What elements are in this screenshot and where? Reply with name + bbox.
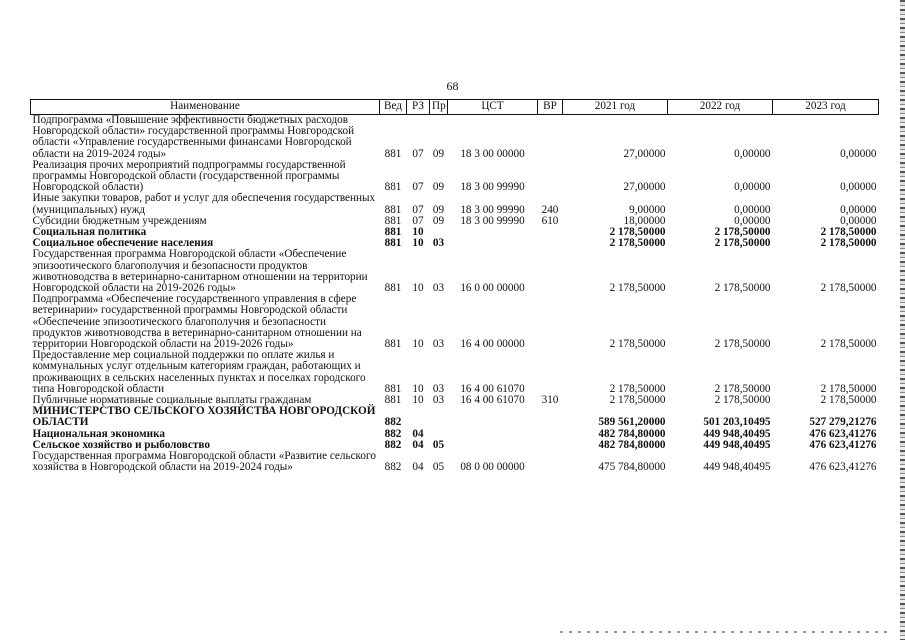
row-pr <box>430 406 448 428</box>
table-row <box>31 451 879 473</box>
row-2022: 2 178,50000 <box>714 394 771 407</box>
row-ved: 882 <box>384 438 402 451</box>
row-name: Национальная экономика <box>32 427 165 440</box>
row-2022: 2 178,50000 <box>714 338 771 351</box>
row-pr: 03 <box>432 338 445 351</box>
row-vr: 310 <box>541 394 559 407</box>
row-2023: 0,00000 <box>840 147 877 160</box>
row-pr: 03 <box>432 382 445 395</box>
table-row <box>31 406 879 428</box>
row-name: Иные закупки товаров, работ и услуг для обеспечения государственных (муниципальных) нужд <box>32 192 376 216</box>
col-pr: Пр <box>430 100 448 115</box>
row-2022: 449 948,40495 <box>703 427 771 440</box>
row-2023: 2 178,50000 <box>820 394 877 407</box>
row-name: МИНИСТЕРСТВО СЕЛЬСКОГО ХОЗЯЙСТВА НОВГОРОДСКОЙ ОБЛАСТИ <box>32 405 376 429</box>
row-name: Сельское хозяйство и рыболовство <box>32 438 210 451</box>
row-name: Государственная программа Новгородской области «Обеспечение эпизоотического благополучия и безопасности продуктов животноводства в ветеринарно-санитарном отношении на территории Новгородской области на 2019-2026 годы» <box>32 248 368 295</box>
row-vr <box>538 227 563 238</box>
row-pr: 09 <box>432 181 445 194</box>
row-cst: 18 3 00 99990 <box>460 203 525 216</box>
row-2023: 2 178,50000 <box>820 338 877 351</box>
row-ved: 881 <box>384 394 402 407</box>
col-rz: РЗ <box>407 100 430 115</box>
page-number: 68 <box>446 79 459 93</box>
row-2023: 0,00000 <box>840 181 877 194</box>
row-vr <box>538 440 563 451</box>
row-2023: 476 623,41276 <box>809 438 877 451</box>
table-header <box>31 100 879 115</box>
scan-edge-right <box>900 0 905 640</box>
row-2021: 9,00000 <box>629 203 666 216</box>
row-2021: 2 178,50000 <box>609 338 666 351</box>
row-cst: 08 0 00 00000 <box>460 461 525 474</box>
row-ved: 881 <box>384 181 402 194</box>
row-2022: 2 178,50000 <box>714 282 771 295</box>
row-rz: 10 <box>412 382 424 395</box>
row-vr <box>538 238 563 249</box>
row-rz: 07 <box>412 203 424 216</box>
row-vr: 240 <box>541 203 559 216</box>
row-ved: 881 <box>384 237 402 250</box>
row-2023: 2 178,50000 <box>820 237 877 250</box>
row-rz: 07 <box>412 181 424 194</box>
row-name: Подпрограмма «Обеспечение государственного управления в сфере ветеринарии» государственной программы Новгородской области «Обеспечение эпизоотического благополучия и безопасности продуктов животноводства в ветеринарно-санитарном отношении на территории Новгородской области на 2019-2026 годы» <box>32 293 362 351</box>
row-name: Социальное обеспечение населения <box>32 237 214 250</box>
table-row <box>31 193 879 215</box>
row-2022: 2 178,50000 <box>714 382 771 395</box>
row-2021: 18,00000 <box>623 214 666 227</box>
col-2022: 2022 год <box>668 100 773 115</box>
row-ved: 881 <box>384 282 402 295</box>
row-2023: 2 178,50000 <box>820 226 877 239</box>
row-rz: 04 <box>412 438 424 451</box>
col-name: Наименование <box>31 100 380 115</box>
row-cst: 18 3 00 00000 <box>460 147 525 160</box>
row-2022: 449 948,40495 <box>703 461 771 474</box>
table-row <box>31 350 879 395</box>
table-row <box>31 160 879 194</box>
row-2021: 2 178,50000 <box>609 237 666 250</box>
row-vr: 610 <box>541 214 559 227</box>
col-2021: 2021 год <box>563 100 668 115</box>
row-pr: 03 <box>432 282 445 295</box>
row-rz: 04 <box>412 427 424 440</box>
row-rz: 10 <box>412 394 424 407</box>
row-cst: 18 3 00 99990 <box>460 214 525 227</box>
row-name: Реализация прочих мероприятий подпрограммы государственной программы Новгородской области (государственной программы Новгородской области) <box>32 158 346 194</box>
row-rz <box>407 406 430 428</box>
row-vr <box>538 429 563 440</box>
row-vr <box>538 294 563 350</box>
row-vr <box>538 115 563 160</box>
col-cst: ЦСТ <box>448 100 538 115</box>
row-2023: 0,00000 <box>840 214 877 227</box>
row-2021: 2 178,50000 <box>609 226 666 239</box>
col-vr: ВР <box>538 100 563 115</box>
row-2021: 589 561,20000 <box>598 416 666 429</box>
row-2022: 0,00000 <box>734 181 771 194</box>
row-pr: 09 <box>432 203 445 216</box>
row-rz: 04 <box>412 461 424 474</box>
row-2022: 0,00000 <box>734 147 771 160</box>
row-2022: 2 178,50000 <box>714 237 771 250</box>
row-2023: 476 623,41276 <box>809 461 877 474</box>
row-cst <box>448 238 538 249</box>
row-2021: 2 178,50000 <box>609 394 666 407</box>
row-name: Предоставление мер социальной поддержки по оплате жилья и коммунальных услуг отдельным категориям граждан, работающих и проживающих в сельских населенных пунктах и поселках городского типа Новгородской области <box>32 349 366 395</box>
row-2023: 476 623,41276 <box>809 427 877 440</box>
row-cst <box>448 429 538 440</box>
row-ved: 882 <box>384 416 402 429</box>
row-rz: 07 <box>412 147 424 160</box>
row-name: Подпрограмма «Повышение эффективности бюджетных расходов Новгородской области» государственной программы Новгородской области «Управление государственными финансами Новгородской области на 2019-2024 годы» <box>32 114 355 160</box>
row-vr <box>538 249 563 294</box>
row-vr <box>538 406 563 428</box>
row-name: Социальная политика <box>32 226 147 239</box>
row-ved: 881 <box>384 214 402 227</box>
row-vr <box>538 160 563 194</box>
row-2022: 449 948,40495 <box>703 438 771 451</box>
row-2023: 2 178,50000 <box>820 382 877 395</box>
row-rz: 10 <box>412 338 424 351</box>
row-cst: 16 4 00 00000 <box>460 338 525 351</box>
row-2022: 501 203,10495 <box>703 416 771 429</box>
row-cst: 18 3 00 99990 <box>460 181 525 194</box>
row-pr: 05 <box>432 438 445 451</box>
row-ved: 882 <box>384 461 402 474</box>
row-rz: 10 <box>412 237 424 250</box>
table-row <box>31 115 879 160</box>
row-name: Публичные нормативные социальные выплаты гражданам <box>32 394 312 407</box>
row-rz: 07 <box>412 214 424 227</box>
row-2023: 2 178,50000 <box>820 282 877 295</box>
row-2021: 475 784,80000 <box>598 461 666 474</box>
row-ved: 881 <box>384 338 402 351</box>
row-vr <box>538 350 563 395</box>
row-cst: 16 4 00 61070 <box>460 394 525 407</box>
row-2022: 0,00000 <box>734 214 771 227</box>
table-row <box>31 294 879 350</box>
row-2021: 27,00000 <box>623 147 666 160</box>
row-2022: 2 178,50000 <box>714 226 771 239</box>
scan-edge-bottom <box>560 631 890 633</box>
row-2023: 0,00000 <box>840 203 877 216</box>
col-ved: Вед <box>380 100 407 115</box>
row-2022: 0,00000 <box>734 203 771 216</box>
row-cst <box>448 227 538 238</box>
row-cst: 16 0 00 00000 <box>460 282 525 295</box>
row-pr: 05 <box>432 461 445 474</box>
row-2021: 482 784,80000 <box>598 427 666 440</box>
row-cst: 16 4 00 61070 <box>460 382 525 395</box>
budget-table <box>30 99 879 474</box>
row-cst <box>448 440 538 451</box>
row-ved: 882 <box>384 427 402 440</box>
row-2021: 27,00000 <box>623 181 666 194</box>
row-ved: 881 <box>384 147 402 160</box>
row-2021: 2 178,50000 <box>609 282 666 295</box>
row-pr: 03 <box>432 394 445 407</box>
col-2023: 2023 год <box>773 100 879 115</box>
row-cst <box>448 406 538 428</box>
row-pr: 09 <box>432 214 445 227</box>
row-ved: 881 <box>384 382 402 395</box>
row-name: Субсидии бюджетным учреждениям <box>32 214 207 227</box>
row-name: Государственная программа Новгородской области «Развитие сельского хозяйства в Новгородской области на 2019-2024 годы» <box>32 450 376 474</box>
row-2021: 482 784,80000 <box>598 438 666 451</box>
row-ved: 881 <box>384 203 402 216</box>
row-vr <box>538 451 563 473</box>
row-pr: 03 <box>432 237 445 250</box>
table-body <box>31 115 879 474</box>
table-row <box>31 249 879 294</box>
row-pr: 09 <box>432 147 445 160</box>
row-ved: 881 <box>384 226 402 239</box>
row-2021: 2 178,50000 <box>609 382 666 395</box>
row-rz: 10 <box>412 226 424 239</box>
row-rz: 10 <box>412 282 424 295</box>
row-2023: 527 279,21276 <box>809 416 877 429</box>
